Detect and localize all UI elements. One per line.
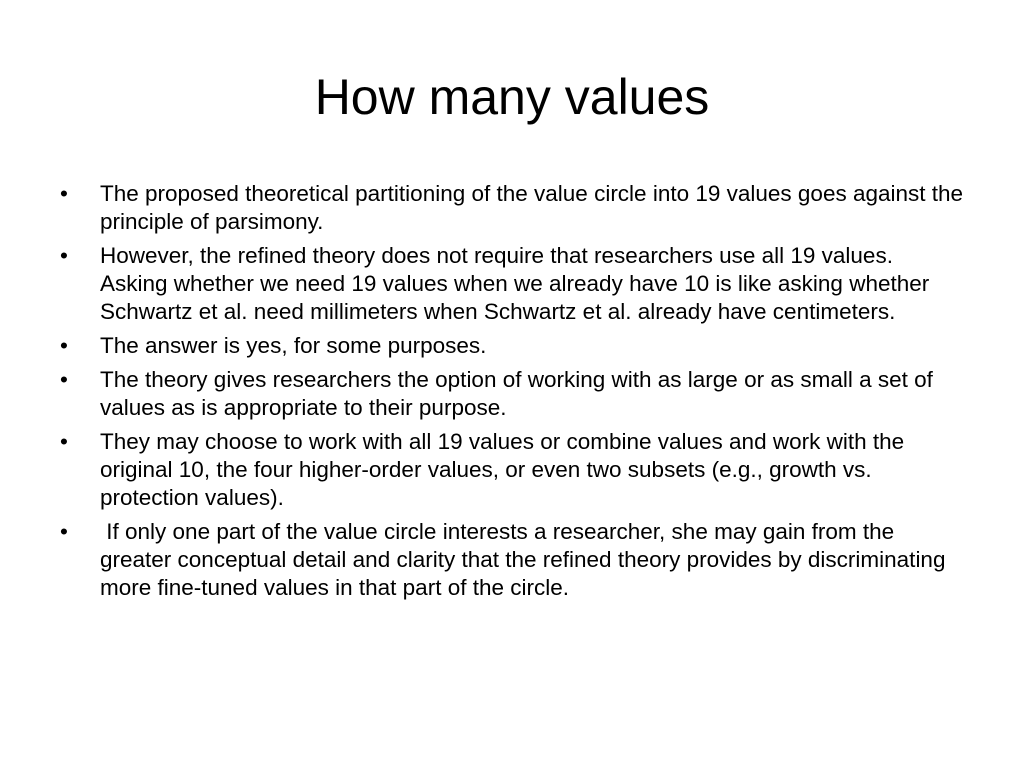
bullet-text: The answer is yes, for some purposes.: [100, 333, 487, 358]
list-item: [60, 428, 965, 512]
bullet-text: The theory gives researchers the option of working with as large or as small a set of values as is appropriate to their purpose.: [100, 367, 940, 420]
bullet-icon: •: [60, 333, 68, 358]
list-item: [60, 332, 965, 360]
bullet-icon: •: [60, 429, 68, 454]
bullet-icon: •: [60, 243, 68, 268]
bullet-text: The proposed theoretical partitioning of the value circle into 19 values goes against the principle of parsimony.: [100, 181, 970, 234]
list-item: [60, 180, 970, 236]
bullet-text: However, the refined theory does not require that researchers use all 19 values. Asking whether we need 19 values when we already have 10 is like asking whether Schwartz et al. need millimeters when Schwartz et al. already have centimeters.: [100, 243, 936, 324]
bullet-icon: •: [60, 519, 68, 544]
bullet-icon: •: [60, 181, 68, 206]
bullet-text: They may choose to work with all 19 values or combine values and work with the original 10, the four higher-order values, or even two subsets (e.g., growth vs. protection values).: [100, 429, 911, 510]
bullet-list: [60, 180, 970, 608]
slide-title: How many values: [314, 69, 710, 125]
list-item: [60, 242, 965, 326]
list-item: [60, 518, 965, 602]
list-item: [60, 366, 965, 422]
bullet-icon: •: [60, 367, 68, 392]
bullet-text: If only one part of the value circle interests a researcher, she may gain from the greater conceptual detail and clarity that the refined theory provides by discriminating more fine-tuned values in that part of the circle.: [100, 519, 952, 600]
